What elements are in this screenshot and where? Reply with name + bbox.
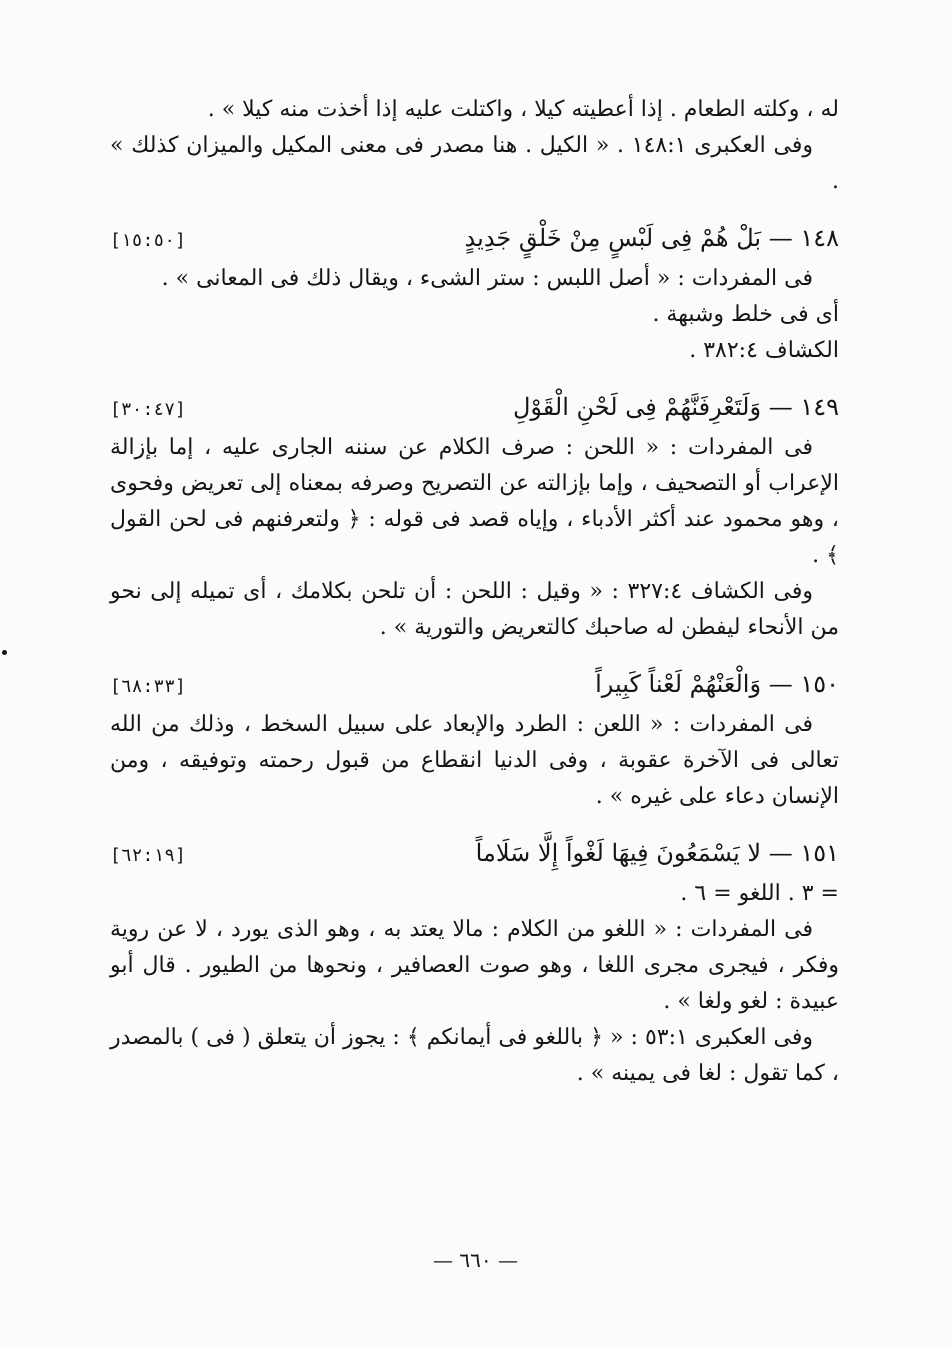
entry-151 (110, 833, 839, 1092)
entry-paragraph: وفى الكشاف ٣٢٧:٤ : « وقيل : اللحن : أن تلحن بكلامك ، أى تميله إلى نحو من الأنحاء ليفطن له صاحبك كالتعريض والتورية » . (110, 579, 839, 640)
verse-reference: [٣٠:٤٧] (110, 399, 186, 420)
page-number: — ٦٦٠ — (433, 1248, 518, 1272)
entry-head (110, 387, 839, 430)
intro-line-2: وفى العكبرى ١٤٨:١ . « الكيل . هنا مصدر فى معنى المكيل والميزان كذلك » . (110, 133, 839, 194)
verse-reference: [٦٨:٣٣] (110, 676, 186, 697)
verse-reference: [١٥:٥٠] (110, 230, 186, 251)
verse-heading: ١٥١ — لا يَسْمَعُونَ فِيهَا لَغْواً إِلَّا سَلَاماً (475, 839, 839, 867)
entry-head (110, 218, 839, 261)
entry-paragraph: وفى العكبرى ٥٣:١ : « ﴿ باللغو فى أيمانكم ﴾ : يجوز أن يتعلق ( فى ) بالمصدر ، كما تقول : لغا فى يمينه » . (110, 1025, 839, 1086)
verse-heading: ١٤٩ — وَلَتَعْرِفَنَّهُمْ فِى لَحْنِ الْقَوْلِ (512, 393, 839, 421)
entry-paragraph: أى فى خلط وشبهة . (652, 302, 839, 327)
entry-head (110, 664, 839, 707)
entry-paragraph: فى المفردات : « اللحن : صرف الكلام عن سننه الجارى عليه ، إما بإزالة الإعراب أو التصحيف ، وإما بإزالته عن التصريح وصرفه بمعناه إلى تعريض وفحوى ، وهو محمود عند أكثر الأدباء ، وإياه قصد فى قوله : ﴿ ولتعرفنهم فى لحن القول ﴾ . (110, 435, 839, 568)
verse-reference: [٦٢:١٩] (110, 845, 186, 866)
entry-paragraph: فى المفردات : « أصل اللبس : ستر الشىء ، ويقال ذلك فى المعانى » . (161, 266, 813, 291)
entry-149 (110, 387, 839, 646)
verse-heading: ١٤٨ — بَلْ هُمْ فِى لَبْسٍ مِنْ خَلْقٍ جَدِيدٍ (464, 224, 839, 252)
entry-150 (110, 664, 839, 815)
margin-dot (2, 650, 7, 655)
entry-paragraph: الكشاف ٣٨٢:٤ . (689, 338, 839, 363)
entry-head (110, 833, 839, 876)
page-text (110, 92, 839, 1092)
entry-paragraph: فى المفردات : « اللعن : الطرد والإبعاد على سبيل السخط ، وذلك من الله تعالى فى الآخرة عقوبة ، وفى الدنيا انقطاع من قبول رحمته وتوفيقه ، ومن الإنسان دعاء على غيره » . (110, 712, 839, 809)
cross-reference-line: = ٣ . اللغو = ٦ . (680, 881, 839, 906)
entry-paragraph: فى المفردات : « اللغو من الكلام : مالا يعتد به ، وهو الذى يورد ، لا عن روية وفكر ، فيجرى مجرى اللغا ، وهو صوت العصافير ، ونحوها من الطيور . قال أبو عبيدة : لغو ولغا » . (110, 917, 839, 1014)
intro-line-1: له ، وكلته الطعام . إذا أعطيته كيلا ، واكتلت عليه إذا أخذت منه كيلا » . (207, 97, 839, 122)
verse-heading: ١٥٠ — وَالْعَنْهُمْ لَعْناً كَبِيراً (595, 670, 839, 698)
entry-148 (110, 218, 839, 369)
